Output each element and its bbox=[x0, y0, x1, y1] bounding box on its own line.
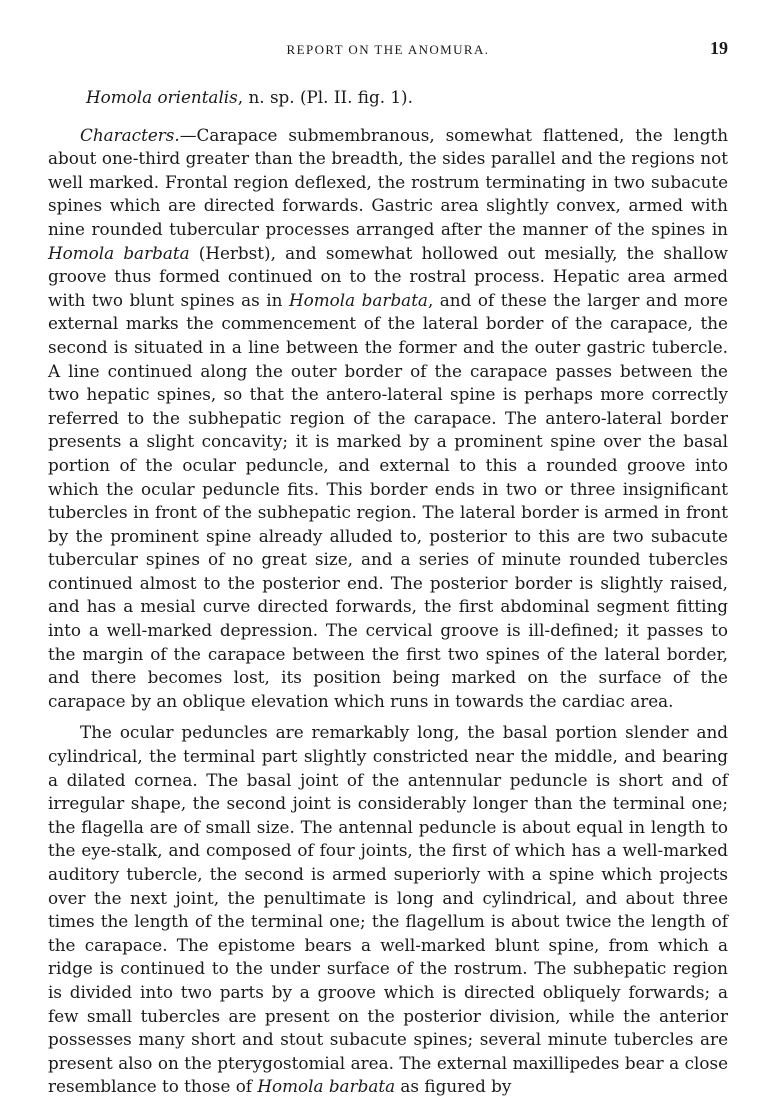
running-title: REPORT ON THE ANOMURA. bbox=[286, 42, 490, 57]
page-body bbox=[48, 86, 728, 1107]
p2-text-1: The ocular peduncles are remarkably long, the basal portion slender and cylindrical, the terminal part slightly constricted near the middle, and bearing a dilated cornea. The basal joint of the antennular peduncle is short and of irregular shape, the second joint is considerably longer than the terminal one; the flagella are of small size. The antennal peduncle is about equal in length to the eye-stalk, and composed of four joints, the first of which has a well-marked auditory tubercle, the second is armed superiorly with a spine which projects over the next joint, the penultimate is long and cylindrical, and about three times the length of the terminal one; the flagellum is about twice the length of the carapace. The epistome bears a well-marked blunt spine, from which a ridge is continued to the under surface of the rostrum. The subhepatic region is divided into two parts by a groove which is directed obliquely forwards; a few small tubercles are present on the posterior division, while the anterior possesses many short and stout subacute spines; several minute tubercles are present also on the pterygostomial area. The external maxillipedes bear a close resemblance to those of bbox=[48, 722, 728, 1097]
taxon-ref: Homola barbata bbox=[48, 242, 190, 263]
taxon-ref: Homola barbata bbox=[257, 1076, 396, 1097]
page-header bbox=[48, 38, 728, 62]
paragraph-peduncles bbox=[48, 721, 728, 1099]
paragraph-characters bbox=[48, 124, 728, 714]
p1-text-3: , and of these the larger and more external marks the commencement of the lateral border of the carapace, the second is situated in a line between the former and the outer gastric tubercle. A line continued along the outer border of the carapace passes between the two hepatic spines, so that the antero-lateral spine is perhaps more correctly referred to the subhepatic region of the carapace. The antero-lateral border presents a slight concavity; it is marked by a prominent spine over the basal portion of the ocular peduncle, and external to this a rounded groove into which the ocular peduncle fits. This border ends in two or three insignificant tubercles in front of the subhepatic region. The lateral border is armed in front by the prominent spine already alluded to, posterior to this are two subacute tubercular spines of no great size, and a series of minute rounded tubercles continued almost to the posterior end. The posterior border is slightly raised, and has a mesial curve directed forwards, the first abdominal segment fitting into a well-marked depression. The cervical groove is ill-defined; it passes to the margin of the carapace between the first two spines of the lateral border, and there becomes lost, its position being marked on the surface of the carapace by an oblique elevation which runs in towards the cardiac area. bbox=[48, 289, 728, 711]
p1-text-2: (Herbst), and somewhat hollowed out mesially, the shallow groove thus formed continued on to the rostral process. Hepatic area armed with two blunt spines as in bbox=[48, 242, 728, 310]
taxon-ref: Homola barbata bbox=[289, 289, 428, 310]
p1-text-1: —Carapace submembranous, somewhat flattened, the length about one-third greater than the breadth, the sides parallel and the regions not well marked. Frontal region deflexed, the rostrum terminating in two subacute spines which are directed forwards. Gastric area slightly convex, armed with nine rounded tubercular processes arranged after the manner of the spines in bbox=[48, 124, 728, 239]
species-suffix: , n. sp. (Pl. II. fig. 1). bbox=[237, 87, 413, 107]
species-name: Homola orientalis bbox=[86, 87, 238, 107]
p2-text-2: as figured by bbox=[395, 1076, 512, 1097]
page-number: 19 bbox=[710, 38, 728, 58]
species-heading bbox=[86, 86, 728, 110]
characters-lead: Characters. bbox=[80, 124, 180, 145]
